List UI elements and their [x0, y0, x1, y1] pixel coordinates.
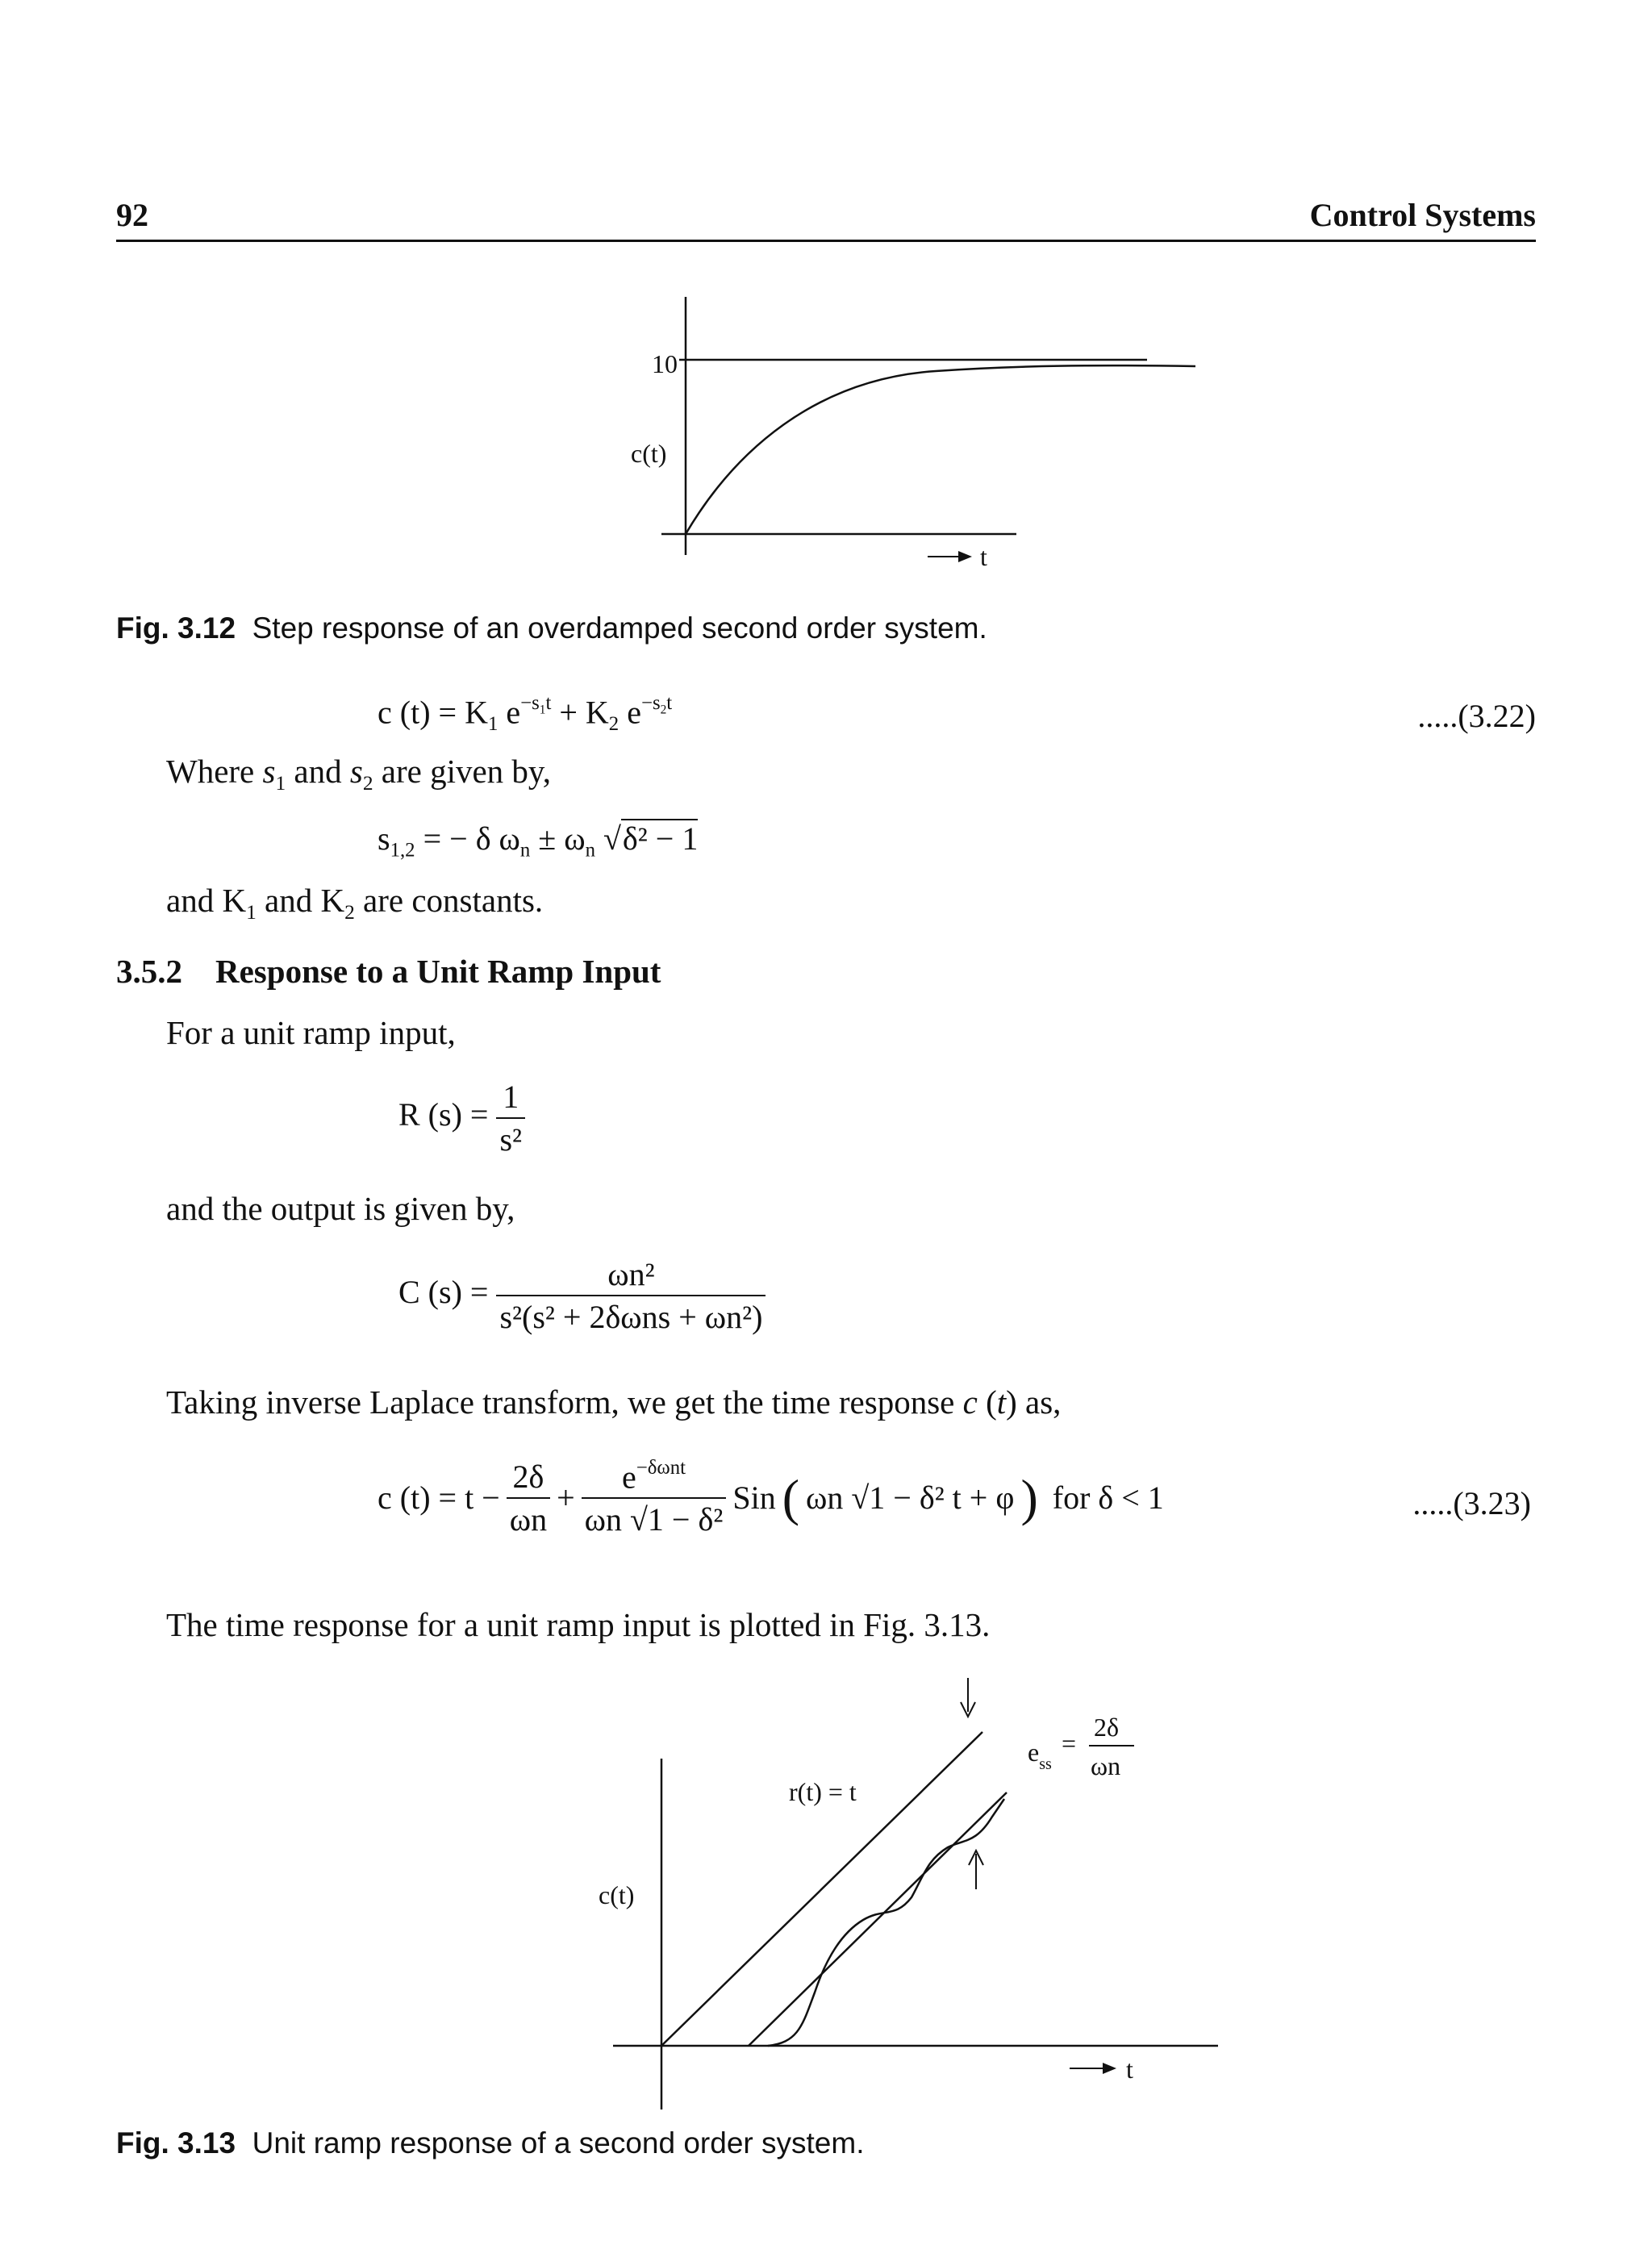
R-lhs: R (s) =: [398, 1096, 489, 1133]
fig313-ess-label: $e_{ss}$: [1028, 1738, 1052, 1773]
eq322-e1: e: [498, 694, 521, 731]
eq323-f1-num: 2δ: [512, 1458, 544, 1495]
roots-n1: n: [519, 839, 531, 862]
constants-k2-sub: 2: [344, 900, 355, 924]
C-den: s²(s² + 2δωns + ωn²): [496, 1295, 766, 1336]
fig-3-12-step-response: [613, 290, 1226, 581]
laplace-c: c: [962, 1383, 978, 1421]
eq322-exp1-t: t: [545, 692, 552, 714]
fig313-ess-num: 2δ: [1094, 1713, 1120, 1742]
fig312-y-tick-10: 10: [652, 349, 678, 378]
fig312-x-label: t: [980, 542, 987, 571]
fig-3-12-caption-text: Step response of an overdamped second order system.: [252, 611, 987, 645]
eq323-f2-exp: −δωnt: [636, 1457, 686, 1479]
fig-3-13-caption: [116, 2126, 864, 2160]
equation-3-23: [378, 1457, 1164, 1538]
roots-s: s: [378, 820, 390, 857]
roots-radicand: δ² − 1: [622, 820, 699, 857]
laplace-b: as,: [1016, 1383, 1062, 1421]
page-number: 92: [116, 197, 148, 233]
ramp-intro: For a unit ramp input,: [166, 1014, 456, 1051]
fig312-response-curve: [686, 365, 1195, 534]
eq322-plus-k2: + K: [551, 694, 609, 731]
laplace-t: t: [996, 1383, 1007, 1421]
roots-n2: n: [585, 839, 595, 862]
fig313-x-label: t: [1126, 2055, 1133, 2084]
eq323-f2-num: e: [621, 1459, 636, 1496]
where-s1: s: [262, 753, 276, 790]
running-title: Control Systems: [1309, 197, 1536, 233]
equation-3-22-label: .....(3.22): [1417, 698, 1536, 734]
eq323-f2-den: ωn √1 − δ²: [582, 1497, 727, 1538]
eq322-e2: e: [619, 694, 641, 731]
C-lhs: C (s) =: [398, 1274, 489, 1311]
eq322-exp1-sub: 1: [539, 703, 546, 717]
fig-3-12-caption-label: Fig. 3.12: [116, 611, 236, 645]
roots-equation: $s_{1,2}$ = − δ $\omega_n \pm \omega_n$ √δ² − 1: [378, 820, 699, 862]
where-s1-s2-text: [166, 752, 551, 795]
constants-k1-sub: 1: [246, 900, 257, 924]
laplace-text: Taking inverse Laplace transform, we get the time response c (t) as,: [166, 1383, 1062, 1421]
eq322-exp2-t: t: [666, 692, 673, 714]
R-den: s²: [496, 1117, 525, 1158]
fig-3-13-ramp-response: [557, 1678, 1250, 2114]
eq322-lhs: c (t) = K: [378, 694, 488, 731]
laplace-a: Taking inverse Laplace transform, we get the time response: [166, 1383, 963, 1421]
eq322-k1-sub: 1: [487, 713, 499, 736]
fig313-y-label: c(t): [599, 1880, 635, 1909]
fig313-ess-den: ωn: [1091, 1751, 1121, 1780]
where-s2: s: [349, 753, 363, 790]
eq322-exp1: −s: [520, 692, 540, 714]
C-num: ωn²: [607, 1256, 655, 1292]
equation-3-23-label: .....(3.23): [1412, 1485, 1531, 1521]
R-num: 1: [503, 1079, 519, 1115]
eq323-plus: +: [557, 1479, 575, 1517]
equation-3-22: [378, 692, 672, 736]
fig313-r-label: r(t) = t: [789, 1777, 857, 1806]
fig-3-13-caption-label: Fig. 3.13: [116, 2126, 236, 2160]
where-text-a: Where: [166, 753, 263, 790]
fig312-y-label: c(t): [631, 439, 667, 468]
where-s1-sub: 1: [275, 771, 286, 795]
section-heading: [116, 952, 661, 991]
header-rule: [116, 240, 1536, 242]
C-fraction: [496, 1255, 766, 1336]
constants-a: and K: [166, 882, 247, 919]
fig313-steady-state-line: [749, 1792, 1007, 2046]
eq323-f1-den: ωn: [507, 1497, 550, 1538]
R-fraction: [496, 1078, 525, 1158]
fig313-output-curve: [768, 1799, 1004, 2046]
where-and: and: [286, 753, 350, 790]
eq323-arg: ωn √1 − δ² t + φ: [806, 1479, 1015, 1517]
eq323-paren-open: (: [782, 1468, 799, 1526]
constants-text: [166, 881, 543, 924]
constants-and: and K: [256, 882, 345, 919]
constants-b: are constants.: [354, 882, 544, 919]
where-text-b: are given by,: [373, 753, 552, 790]
section-title: Response to a Unit Ramp Input: [215, 953, 661, 990]
eq323-frac1: [507, 1458, 550, 1538]
eq323-lhs: c (t) = t −: [378, 1479, 500, 1517]
eq323-sin: Sin: [732, 1479, 776, 1517]
C-equation: [398, 1255, 766, 1336]
eq322-k2-sub: 2: [608, 713, 620, 736]
eq323-cond: for δ < 1: [1052, 1479, 1164, 1517]
eq322-exp2: −s: [640, 692, 661, 714]
eq322-exp2-sub: 2: [660, 703, 667, 717]
where-s2-sub: 2: [362, 771, 373, 795]
roots-mid: = − δ ω: [415, 820, 520, 857]
eq323-paren-close: ): [1020, 1468, 1038, 1526]
roots-pm: ± ω: [530, 820, 586, 857]
fig312-t-arrowhead: [958, 551, 972, 562]
eq323-frac2: [582, 1457, 727, 1538]
R-equation: [398, 1078, 525, 1158]
fig313-ess-eq: =: [1062, 1729, 1077, 1758]
section-number: 3.5.2: [116, 953, 182, 990]
fig-3-13-caption-text: Unit ramp response of a second order system.: [252, 2126, 865, 2160]
roots-sub: 1,2: [390, 839, 415, 862]
plotted-text: The time response for a unit ramp input is plotted in Fig. 3.13.: [166, 1606, 991, 1643]
output-intro: and the output is given by,: [166, 1190, 515, 1227]
fig-3-12-caption: [116, 611, 987, 645]
fig313-t-arrowhead: [1103, 2063, 1116, 2074]
